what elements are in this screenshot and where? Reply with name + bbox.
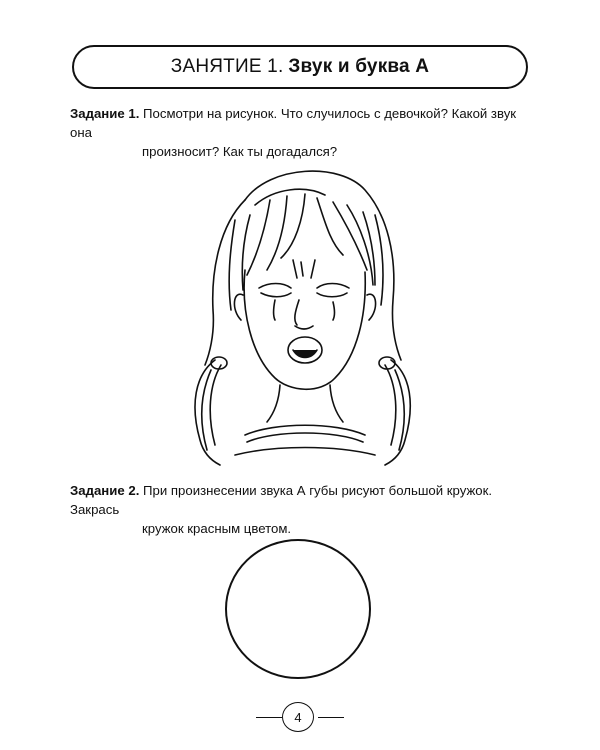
task-2-text-line2: кружок красным цветом. xyxy=(142,521,292,536)
empty-circle-to-color[interactable] xyxy=(224,538,372,680)
task-2-label: Задание 2. xyxy=(70,483,140,498)
task-1-text-line2: произносит? Как ты догадался? xyxy=(142,144,338,159)
footer-line-left xyxy=(256,717,282,718)
page-number: 4 xyxy=(282,702,314,732)
footer-line-right xyxy=(318,717,344,718)
lesson-title-box xyxy=(72,45,528,89)
task-1-label: Задание 1. xyxy=(70,106,140,121)
page-footer xyxy=(0,700,600,736)
task-2-text-line1: При произнесении звука А губы рисуют большой кружок. Закрась xyxy=(70,483,493,517)
task-1 xyxy=(70,104,540,161)
lesson-label: ЗАНЯТИЕ 1. xyxy=(170,56,284,77)
task-1-text-line1: Посмотри на рисунок. Что случилось с девочкой? Какой звук она xyxy=(70,106,517,140)
task-2 xyxy=(70,481,540,538)
lesson-topic: Звук и буква А xyxy=(288,56,430,77)
crying-girl-illustration xyxy=(175,160,430,470)
